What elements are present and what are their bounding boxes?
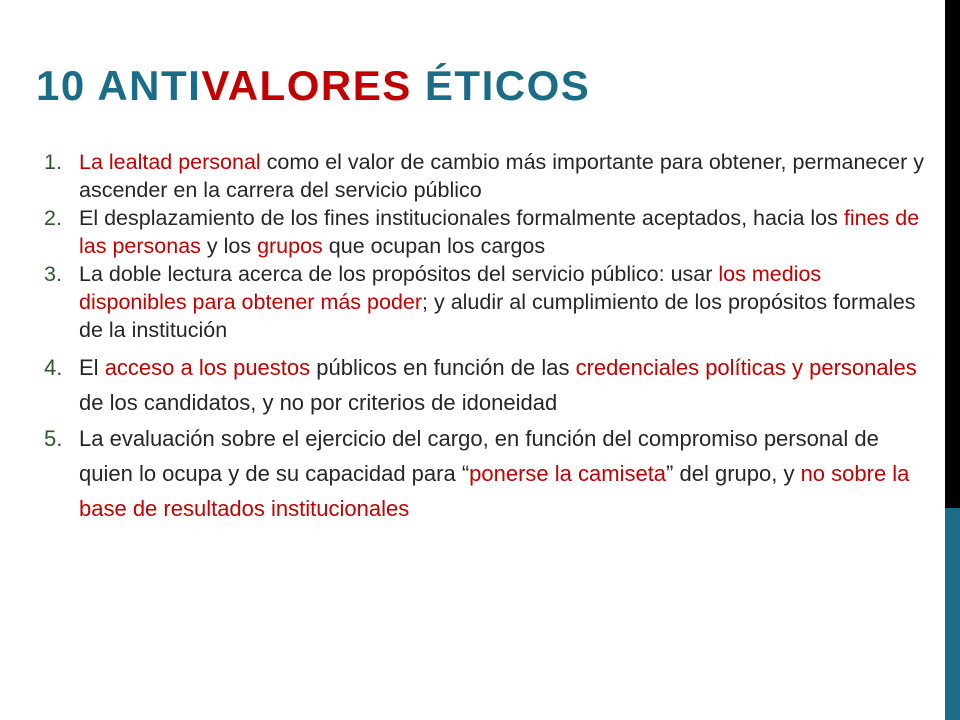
side-accent-bar <box>945 508 960 720</box>
text-segment: de los candidatos, y no por criterios de idoneidad <box>79 390 558 415</box>
text-segment: El desplazamiento de los fines institucionales formalmente aceptados, hacia los <box>79 206 844 230</box>
item-text <box>79 355 917 415</box>
highlighted-phrase: fines de las personas <box>79 206 920 258</box>
list-item <box>44 260 934 344</box>
text-segment: públicos en función de las <box>310 355 576 380</box>
item-number: 5. <box>44 426 63 451</box>
antivalores-list <box>44 148 934 526</box>
item-text <box>79 262 916 342</box>
title-part-2-highlight: VALORES <box>201 62 412 109</box>
list-item <box>44 148 934 204</box>
text-segment: ” del grupo, y <box>666 461 801 486</box>
item-text <box>79 150 924 202</box>
title-part-3: ÉTICOS <box>411 62 591 109</box>
highlighted-phrase: credenciales políticas y personales <box>575 355 917 380</box>
list-item <box>44 350 934 420</box>
text-segment: La evaluación sobre el ejercicio del cargo, en función del compromiso personal de quien lo ocupa y de su capacidad para “ <box>79 426 879 486</box>
text-segment: que ocupan los cargos <box>322 234 546 258</box>
text-segment: La doble lectura acerca de los propósitos del servicio público: usar <box>79 262 719 286</box>
list-item <box>44 204 934 260</box>
slide-title <box>36 58 590 114</box>
text-segment: ; y aludir al cumplimiento de los propósitos formales de la institución <box>79 290 916 342</box>
highlighted-phrase: los medios disponibles para obtener más poder <box>79 262 822 314</box>
text-segment: como el valor de cambio más importante para obtener, permanecer y ascender en la carrera del servicio público <box>79 150 924 202</box>
highlighted-phrase: grupos <box>257 234 323 258</box>
highlighted-phrase: acceso a los puestos <box>104 355 311 380</box>
list-item <box>44 421 934 526</box>
highlighted-phrase: ponerse la camiseta <box>469 461 667 486</box>
highlighted-phrase: La lealtad personal <box>79 150 261 174</box>
item-number: 1. <box>44 150 62 174</box>
title-part-1: 10 ANTI <box>36 62 202 109</box>
highlighted-phrase: no sobre la base de resultados institucionales <box>79 461 910 521</box>
item-text <box>79 206 919 258</box>
item-text <box>79 426 909 521</box>
item-number: 3. <box>44 262 62 286</box>
item-number: 2. <box>44 206 62 230</box>
item-number: 4. <box>44 355 63 380</box>
text-segment: y los <box>200 234 258 258</box>
text-segment: El <box>79 355 105 380</box>
